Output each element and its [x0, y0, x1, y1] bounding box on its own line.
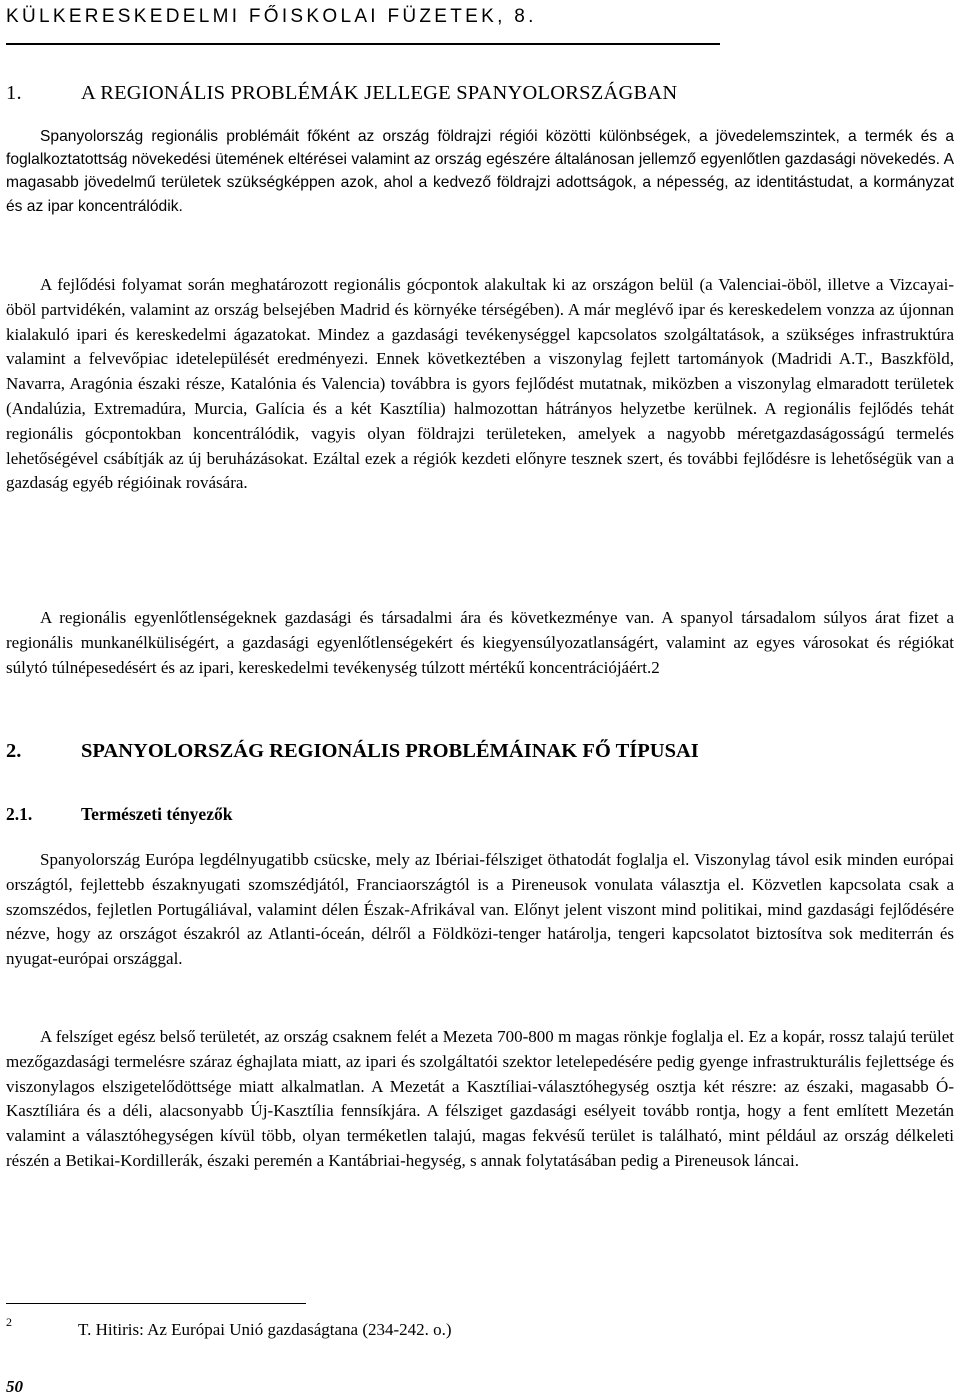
section-2-title: SPANYOLORSZÁG REGIONÁLIS PROBLÉMÁINAK FŐ TÍPUSAI — [81, 740, 699, 762]
subsection-heading — [6, 804, 232, 825]
footnote-number: 2 — [6, 1315, 12, 1329]
footnote-rule — [6, 1303, 306, 1304]
header-rule — [6, 43, 720, 45]
subsection-title: Természeti tényezők — [81, 804, 233, 824]
subsection-number: 2.1. — [6, 804, 33, 824]
footnote-text: T. Hitiris: Az Európai Unió gazdaságtana (234-242. o.) — [78, 1320, 452, 1339]
section-1-heading — [6, 82, 677, 105]
section-1-paragraph-2: A fejlődési folyamat során meghatározott regionális gócpontok alakultak ki az országon belül (a Valenciai-öböl, illetve a Vizcayai-öböl partvidékén, valamint az ország belsejében Madrid és környéke térségében). A már meglévő ipar és kereskedelem vonzza az újonnan kialakuló ipari és kereskedelmi ágazatokat. Mindez a gazdasági tevékenységgel kapcsolatos szolgáltatások, a szükséges infrastruktúra valamint a felvevőpiac idetelepülését eredményezi. Ennek következtében a viszonylag fejlett tartományok (Madridi A.T., Baszkföld, Navarra, Aragónia északi része, Katalónia és Valencia) továbbra is gyors fejlődést mutatnak, miközben a viszonylag elmaradott területek (Andalúzia, Extremadúra, Murcia, Galícia és a két Kasztília) halmozottan hátrányos helyzetbe kerülnek. A regionális fejlődés tehát regionális gócpontokban koncentrálódik, vagyis olyan földrajzi területeken, amelyek a nagyobb méretgazdaságosságú termelés lehetőségével csábítják az új beruházásokat. Ezáltal ezek a régiók kezdeti előnyre tesznek szert, és további fejlődésre is lehetőségük van a gazdaság egyéb régióinak rovására. — [6, 275, 954, 493]
section-2-number: 2. — [6, 740, 22, 762]
section-2-heading — [6, 740, 699, 763]
section-1-number: 1. — [6, 82, 22, 104]
subsection-paragraph-1: Spanyolország Európa legdélnyugatibb csücske, mely az Ibériai-félsziget öthatodát foglalja el. Viszonylag távol esik minden európai országtól, fejlettebb északnyugati szomszédjától, Franciaországtól is a Pireneusok vonulata választja el. Közvetlen kapcsolata csak a szomszédos, fejletlen Portugáliával, valamint délen Észak-Afrikával van. Előnyt jelent viszont mind politikai, mind gazdasági fejlődésére nézve, hogy az országot északról az Atlanti-óceán, délről a Földközi-tenger határolja, tengeri kapcsolatot biztosítva sok mediterrán és nyugat-európai országgal. — [6, 850, 954, 969]
running-header: KÜLKERESKEDELMI FŐISKOLAI FÜZETEK, 8. — [6, 6, 537, 27]
subsection-paragraph-2: A felszíget egész belső területét, az ország csaknem felét a Mezeta 700-800 m magas rönkje foglalja el. Ez a kopár, rossz talajú terület mezőgazdasági termelésre száraz éghajlata miatt, az ipari és szolgáltatói szektor letelepedésére pedig gyenge infrastrukturális fejlettsége és viszonylagos elszigetelődöttsége miatt alkalmatlan. A Mezetát a Kasztíliai-választóhegység osztja két részre: az északi, magasabb Ó-Kasztíliára és a déli, alacsonyabb Új-Kasztília fennsíkjára. A félsziget gazdasági esélyeit tovább rontja, hogy a fent említett Mezetán valamint a választóhegységen kívül több, olyan terméketlen talajú, magas fekvésű terület is található, mint például az ország délkeleti részén a Betikai-Kordillerák, északi peremén a Kantábriai-hegység, s annak folytatásában pedig a Pireneusok láncai. — [6, 1027, 954, 1170]
section-1-title: A REGIONÁLIS PROBLÉMÁK JELLEGE SPANYOLORSZÁGBAN — [81, 82, 678, 104]
page-number: 50 — [6, 1377, 23, 1396]
section-1-paragraph-3: A regionális egyenlőtlenségeknek gazdasági és társadalmi ára és következménye van. A spanyol társadalom súlyos árat fizet a regionális munkanélküliségért, a gazdasági egyenlőtlenségekért és kiegyensúlyozatlanságért, valamint az egyes városokat és régiókat súlytó túlnépesedésért és az ipari, kereskedelmi tevékenység túlzott mértékű koncentrációjáért.2 — [6, 608, 954, 677]
section-1-paragraph-1: Spanyolország regionális problémáit főként az ország földrajzi régiói közötti különbségek, a jövedelemszintek, a termék és a foglalkoztatottság növekedési ütemének eltérései valamint az ország egészére általánosan jellemző egyenlőtlen gazdasági növekedés. A magasabb jövedelmű területek szükségképpen azok, ahol a kedvező földrajzi adottságok, a népesség, az identitástudat, a kormányzat és az ipar koncentrálódik. — [6, 128, 954, 215]
